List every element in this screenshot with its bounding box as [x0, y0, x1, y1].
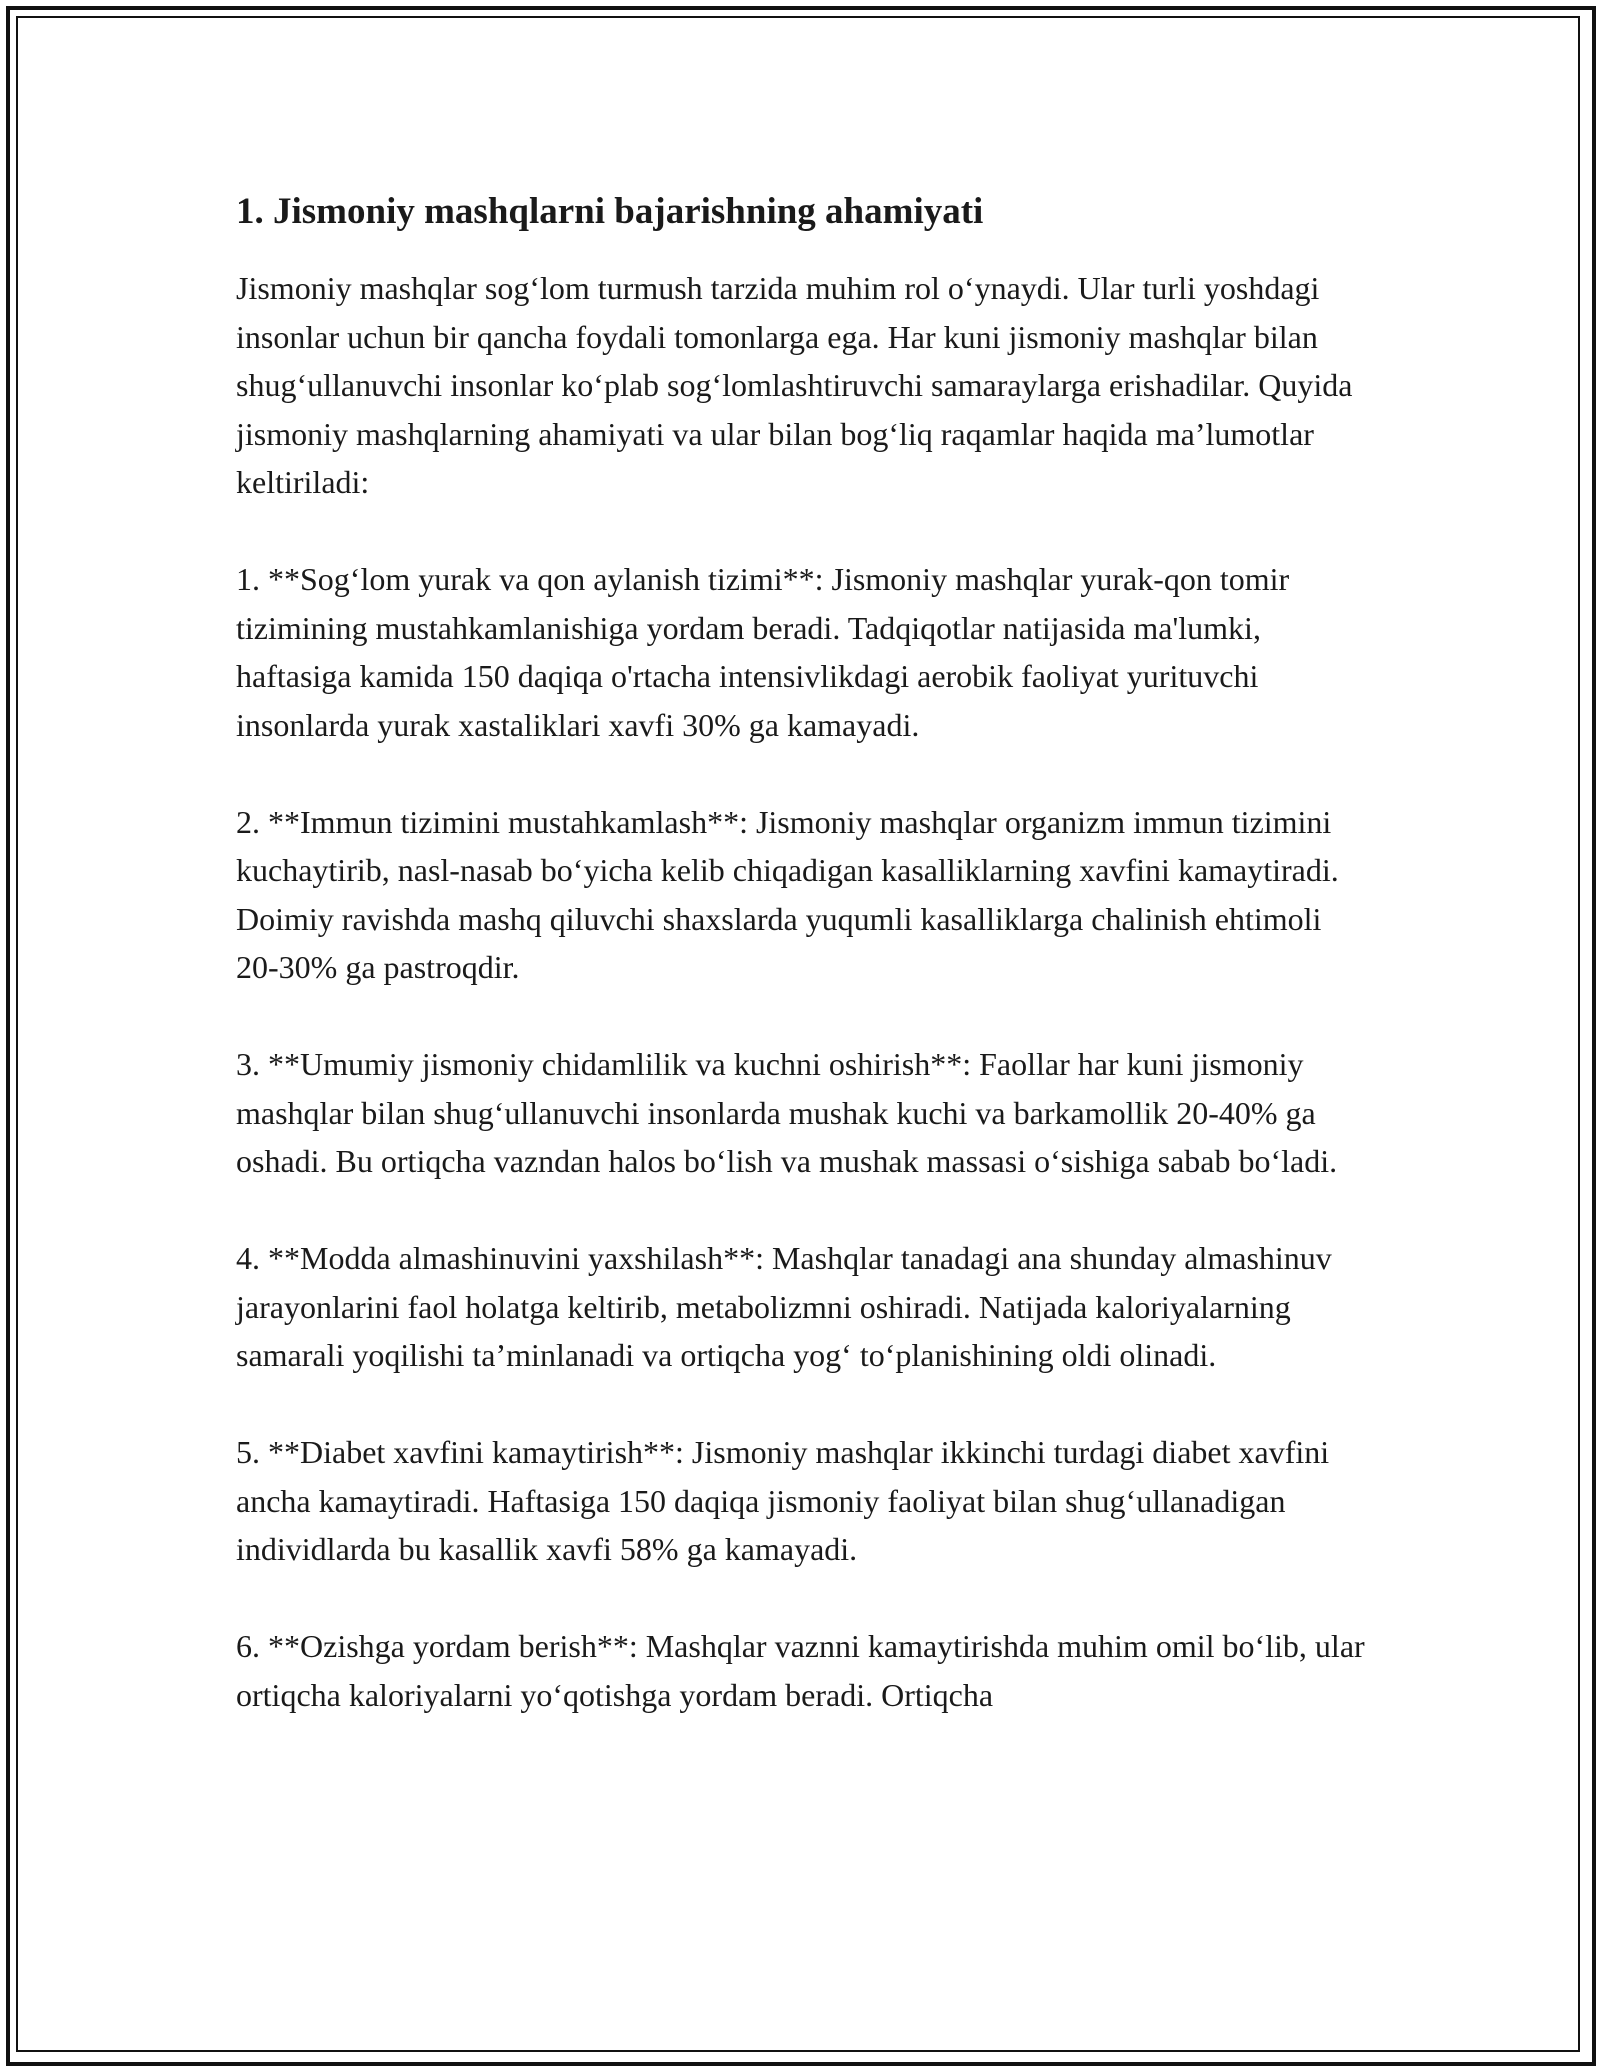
paragraph-spacer: [236, 1380, 1366, 1429]
list-item-endurance: 3. **Umumiy jismoniy chidamlilik va kuchni oshirish**: Faollar har kuni jismoniy mashqlar bilan shug‘ullanuvchi insonlarda mushak kuchi va barkamollik 20-40% ga oshadi. Bu ortiqcha vazndan halos bo‘lish va mushak massasi o‘sishiga sabab bo‘ladi.: [236, 1046, 1338, 1179]
list-item-heart: 1. **Sog‘lom yurak va qon aylanish tizimi**: Jismoniy mashqlar yurak-qon tomir tizimining mustahkamlanishiga yordam beradi. Tadqiqotlar natijasida ma'lumki, haftasiga kamida 150 daqiqa o'rtacha intensivlikdagi aerobik faoliyat yurituvchi insonlarda yurak xastaliklari xavfi 30% ga kamayadi.: [236, 561, 1290, 743]
paragraph-spacer: [236, 749, 1366, 798]
list-item-diabetes: 5. **Diabet xavfini kamaytirish**: Jismoniy mashqlar ikkinchi turdagi diabet xavfini ancha kamaytiradi. Haftasiga 150 daqiqa jismoniy faoliyat bilan shug‘ullanadigan individlarda bu kasallik xavfi 58% ga kamayadi.: [236, 1434, 1330, 1567]
section-heading: 1. Jismoniy mashqlarni bajarishning ahamiyati: [236, 191, 984, 232]
paragraph-spacer: [236, 1574, 1366, 1623]
intro-paragraph: Jismoniy mashqlar sog‘lom turmush tarzida muhim rol o‘ynaydi. Ular turli yoshdagi insonlar uchun bir qancha foydali tomonlarga ega. Har kuni jismoniy mashqlar bilan shug‘ullanuvchi insonlar ko‘plab sog‘lomlashtiruvchi samaraylarga erishadilar. Quyida jismoniy mashqlarning ahamiyati va ular bilan bog‘liq raqamlar haqida ma’lumotlar keltiriladi:: [236, 270, 1353, 500]
document-body: [236, 188, 1366, 1719]
paragraph-spacer: [236, 992, 1366, 1041]
paragraph-spacer: [236, 507, 1366, 556]
list-item-metabolism: 4. **Modda almashinuvini yaxshilash**: Mashqlar tanadagi ana shunday almashinuv jarayonlarini faol holatga keltirib, metabolizmni oshiradi. Natijada kaloriyalarning samarali yoqilishi ta’minlanadi va ortiqcha yog‘ to‘planishining oldi olinadi.: [236, 1240, 1332, 1373]
list-item-immune: 2. **Immun tizimini mustahkamlash**: Jismoniy mashqlar organizm immun tizimini kuchaytirib, nasl-nasab bo‘yicha kelib chiqadigan kasalliklarning xavfini kamaytiradi. Doimiy ravishda mashq qiluvchi shaxslarda yuqumli kasalliklarga chalinish ehtimoli 20-30% ga pastroqdir.: [236, 803, 1339, 985]
list-item-weight-loss: 6. **Ozishga yordam berish**: Mashqlar vaznni kamaytirishda muhim omil bo‘lib, ular ortiqcha kaloriyalarni yo‘qotishga yordam beradi. Ortiqcha: [236, 1628, 1365, 1713]
paragraph-spacer: [236, 1186, 1366, 1235]
